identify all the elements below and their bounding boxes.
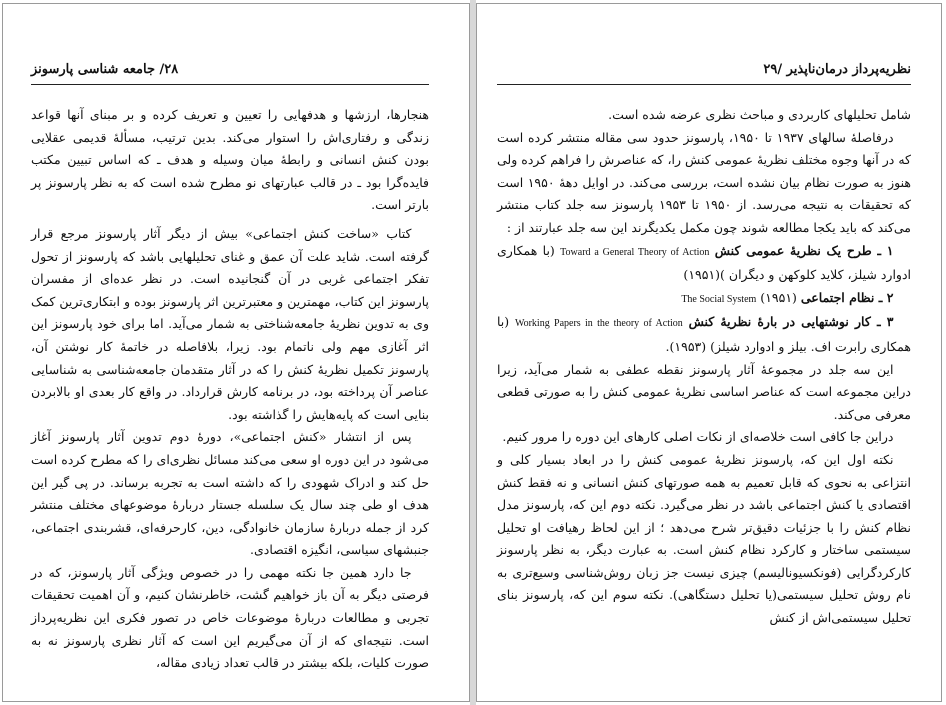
- page-left: [2, 3, 470, 702]
- book-list-item: [497, 287, 911, 312]
- header-rule: [497, 84, 911, 85]
- page-header: نظریه‌پرداز درمان‌ناپذیر /۲۹: [763, 62, 911, 77]
- book-title: ۲ ـ نظام اجتماعی: [800, 289, 894, 305]
- paragraph: پس از انتشار «کنش اجتماعی»، دورهٔ دوم تدوین آثار پارسونز آغاز می‌شود در این دوره او سعی می‌کند مسائل نظری‌ای را که مطرح کرده است حل کند و ادراک شهودی را که داشته است به تجربه برساند. در پی گیر این هدف او طی چند سال یک سلسله جستار دربارهٔ موضوعهای مختلف منتشر کرد از جمله دربارهٔ سازمان خانوادگی، دین، کارحرفه‌ای، قشربندی اجتماعی، جنبشهای سیاسی، انگیزه اقتصادی.: [31, 429, 429, 558]
- page-body: [31, 104, 429, 675]
- paragraph: نکته اول این که، پارسونز نظریهٔ عمومی کنش را در ابعاد بسیار کلی و انتزاعی به نحوی که قابل تعمیم به همه صورتهای کنش انسانی و نه فقط کنش اقتصادی یا کنش اجتماعی باشد در نظر می‌گیرد. نکته دوم این که، پارسونز مدل نظام کنش را با جزئیات دقیق‌تر شرح می‌دهد ؛ از این لحاظ رهیافت او تحلیل سیستمی ساختار و کارکرد نظام کنش است. به عبارت دیگر، به نظر پارسونز کارکردگرایی (فونکسیونالیسم) چیزی نیست جز زبان روش‌شناسی وسیع‌تری به نام روش تحلیل سیستمی(یا تحلیل دستگاهی). نکته سوم این که، پارسونز بنای تحلیل سیستمی‌اش از کنش: [497, 451, 911, 626]
- paragraph: هنجارها، ارزشها و هدفهایی را تعیین و تعریف کرده و بر مبنای آنها قواعد زندگی و رفتاری‌اش را استوار می‌کند. بدین ترتیب، مسألهٔ قدیمی عقلایی بودن کنش انسانی و رابطهٔ میان وسیله و هدف ـ که اساس تبیین مکتب فایده‌گرا بود ـ در قالب عبارتهای نو مطرح شده است که به نظر پارسونز پر بارتر است.: [31, 107, 429, 213]
- page-body: [497, 104, 911, 630]
- book-title-latin: Toward a General Theory of Action: [560, 246, 710, 258]
- book-title-latin: Working Papers in the theory of Action: [514, 318, 683, 330]
- page-header: ۲۸/ جامعه شناسی پارسونز: [31, 62, 179, 77]
- paragraph: شامل تحلیلهای کاربردی و مباحث نظری عرضه شده است.: [608, 107, 911, 122]
- book-list-item: [497, 240, 911, 287]
- book-details: (با همکاری ادوارد شیلز، کلاید کلوکهن و دیگران )(۱۹۵۱): [497, 242, 911, 283]
- paragraph: دراین جا کافی است خلاصه‌ای از نکات اصلی کارهای این دوره را مرور کنیم.: [502, 429, 894, 445]
- book-title: ۳ ـ کار نوشتهایی در بارهٔ نظریهٔ کنش: [688, 314, 894, 330]
- paragraph: جا دارد همین جا نکته مهمی را در خصوص ویژگی آثار پارسونز، که در فرصتی دیگر به آن باز خواهیم گشت، خاطرنشان کنیم، و آن اهمیت تحقیقات تجربی و مطالعات دربارهٔ موضوعات خاص در تصور فکری این نظریه‌پرداز است. نتیجه‌ای که از آن می‌گیریم این است که آثار نظری پارسونز نه به صورت کلیات، بلکه بیشتر در قالب تعداد زیادی مقاله،: [31, 564, 429, 671]
- book-details: (۱۹۵۱): [760, 289, 797, 305]
- book-details: (با همکاری رابرت اف. بیلز و ادوارد شیلز) (۱۹۵۳).: [497, 314, 911, 354]
- paragraph: درفاصلهٔ سالهای ۱۹۳۷ تا ۱۹۵۰، پارسونز حدود سی مقاله منتشر کرده است که در آنها وجوه مختلف نظریهٔ عمومی کنش را، که عناصرش را فراهم کرده ولی هنوز به صورت نظام بیان نشده است، بررسی می‌کند. در اوایل دههٔ ۱۹۵۰ است که تحقیقات به نتیجه می‌رسد. از ۱۹۵۰ تا ۱۹۵۳ پارسونز سه جلد کتاب منتشر می‌کند که باید یکجا مطالعه شوند چون مکمل یکدیگرند این سه جلد عبارتند از :: [497, 129, 912, 235]
- book-title: ۱ ـ طرح یک نظریهٔ عمومی کنش: [714, 242, 894, 258]
- book-title-latin: The Social System: [681, 293, 757, 305]
- header-rule: [31, 84, 429, 85]
- paragraph: این سه جلد در مجموعهٔ آثار پارسونز نقطه عطفی به شمار می‌آید، زیرا دراین مجموعه است که عناصر اساسی نظریهٔ عمومی کنش را به صورتی قطعی معرفی می‌کند.: [497, 361, 911, 422]
- page-right: [476, 3, 942, 702]
- book-list-item: [497, 311, 911, 358]
- paragraph: کتاب «ساخت کنش اجتماعی» بیش از دیگر آثار پارسونز مرجع قرار گرفته است. شاید علت آن عمق و غنای تحلیلهایی باشد که پارسونز از تحول تفکر اجتماعی غربی در آن گنجانیده است. در نظر عده‌ای از مفسران پارسونز این کتاب، مهمترین و معتبرترین اثر پارسونز بوده و ابتکاری‌ترین کمک وی به تدوین نظریهٔ جامعه‌شناختی به شمار می‌آید. اما برای خود پارسونز این اثر آغازی مهم ولی ناتمام بود. زیرا، بلافاصله در خاتمهٔ کار نوشتن آن، پارسونز تکمیل نظریهٔ کنش را که در آثار متقدمان جامعه‌شناسی به شناسایی عناصر آن پرداخته بود، در برنامه کارش قرارداد. در واقع کار بعدی او بالابردن بنایی است که پایه‌هایش را گذاشته بود.: [31, 225, 429, 422]
